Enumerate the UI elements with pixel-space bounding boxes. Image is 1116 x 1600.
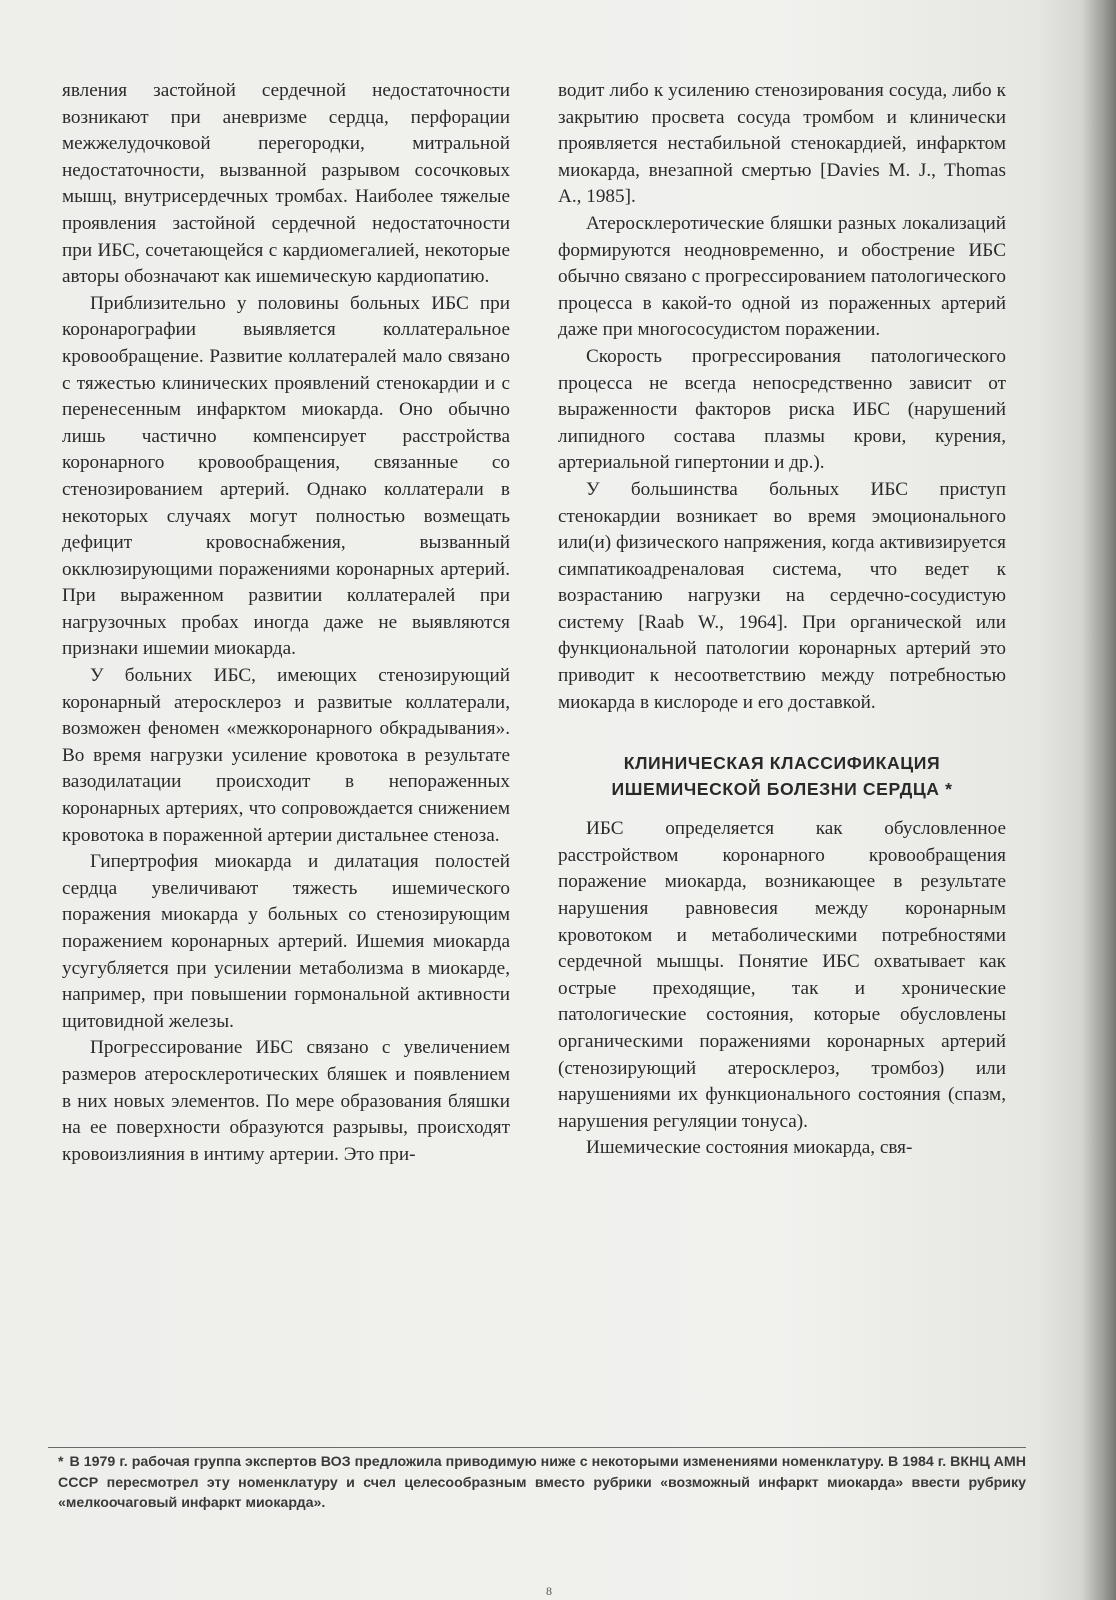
left-column: [62, 78, 510, 1168]
section-heading: [558, 750, 1006, 802]
section-heading-line: КЛИНИЧЕСКАЯ КЛАССИФИКАЦИЯ: [623, 753, 941, 774]
paragraph: водит либо к усилению стенозирования сосуда, либо к закрытию просвета сосуда тромбом и клинически проявляется нестабильной стенокардией, инфарктом миокарда, внезапной смертью [Davies M. J., Thomas A., 1985].: [558, 80, 1006, 208]
paragraph: Ишемические состояния миокарда, свя-: [586, 1137, 913, 1159]
footnote: [58, 1452, 1026, 1514]
paragraph: Прогрессирование ИБС связано с увеличением размеров атеросклеротических бляшек и появлением в них новых элементов. По мере образования бляшки на ее поверхности образуются разрывы, происходят кровоизлияния в интиму артерии. Это при-: [62, 1037, 510, 1165]
paragraph: ИБС определяется как обусловленное расстройством коронарного кровообращения поражение миокарда, возникающее в результате нарушения равновесия между коронарным кровотоком и метаболическими потребностями сердечной мышцы. Понятие ИБС охватывает как острые преходящие, так и хронические патологические состояния, которые обусловлены органическими поражениями коронарных артерий (стенозирующий атеросклероз, тромбоз) или нарушениями их функционального состояния (спазм, нарушения регуляции тонуса).: [558, 818, 1006, 1132]
footnote-divider: [48, 1447, 1026, 1448]
section-heading-line: ИШЕМИЧЕСКОЙ БОЛЕЗНИ СЕРДЦА *: [611, 779, 953, 800]
paragraph: Гипертрофия миокарда и дилатация полостей сердца увеличивают тяжесть ишемического поражения миокарда у больных со стенозирующим поражением коронарных артерий. Ишемия миокарда усугубляется при усилении метаболизма в миокарде, например, при повышении гормональной активности щитовидной железы.: [62, 851, 510, 1032]
paragraph: явления застойной сердечной недостаточности возникают при аневризме сердца, перфорации межжелудочковой перегородки, митральной недостаточности, вызванной разрывом сосочковых мышц, внутрисердечных тромбах. Наиболее тяжелые проявления застойной сердечной недостаточности при ИБС, сочетающейся с кардиомегалией, некоторые авторы обозначают как ишемическую кардиопатию.: [62, 80, 510, 288]
page-edge-shadow: [1082, 0, 1116, 1600]
paragraph: Приблизительно у половины больных ИБС при коронарографии выявляется коллатеральное кровообращение. Развитие коллатералей мало связано с тяжестью клинических проявлений стенокардии и с перенесенным инфарктом миокарда. Оно обычно лишь частично компенсирует расстройства коронарного кровообращения, связанные со стенозированием артерий. Однако коллатерали в некоторых случаях могут полностью возмещать дефицит кровоснабжения, вызванный окклюзирующими поражениями коронарных артерий. При выраженном развитии коллатералей при нагрузочных пробах иногда даже не выявляются признаки ишемии миокарда.: [62, 292, 510, 660]
paragraph: У больних ИБС, имеющих стенозирующий коронарный атеросклероз и развитые коллатерали, возможен феномен «межкоронарного обкрадывания». Во время нагрузки усиление кровотока в результате вазодилатации происходит в непораженных коронарных артериях, что сопровождается снижением кровотока в пораженной артерии дистальнее стеноза.: [62, 665, 510, 846]
paragraph: У большинства больных ИБС приступ стенокардии возникает во время эмоционального или(и) физического напряжения, когда активизируется симпатикоадреналовая система, что ведет к возрастанию нагрузки на сердечно-сосудистую систему [Raab W., 1964]. При органической или функциональной патологии коронарных артерий это приводит к несоответствию между потребностью миокарда в кислороде и его доставкой.: [558, 478, 1006, 713]
footnote-text: В 1979 г. рабочая группа экспертов ВОЗ предложила приводимую ниже с некоторыми изменениями номенклатуру. В 1984 г. ВКНЦ АМН СССР пересмотрел эту номенклатуру и счел целесообразным вместо рубрики «возможный инфаркт миокарда» ввести рубрику «мелкоочаговый инфаркт миокарда».: [58, 1454, 1026, 1511]
page-number: 8: [546, 1584, 552, 1598]
paragraph: Атеросклеротические бляшки разных локализаций формируются неодновременно, и обострение ИБС обычно связано с прогрессированием патологического процесса в какой-то одной из пораженных артерий даже при многососудистом поражении.: [558, 212, 1006, 341]
right-column: [558, 78, 1006, 1162]
paragraph: Скорость прогрессирования патологического процесса не всегда непосредственно зависит от выраженности факторов риска ИБС (нарушений липидного состава плазмы крови, курения, артериальной гипертонии и др.).: [558, 345, 1006, 474]
footnote-mark: *: [58, 1454, 64, 1470]
